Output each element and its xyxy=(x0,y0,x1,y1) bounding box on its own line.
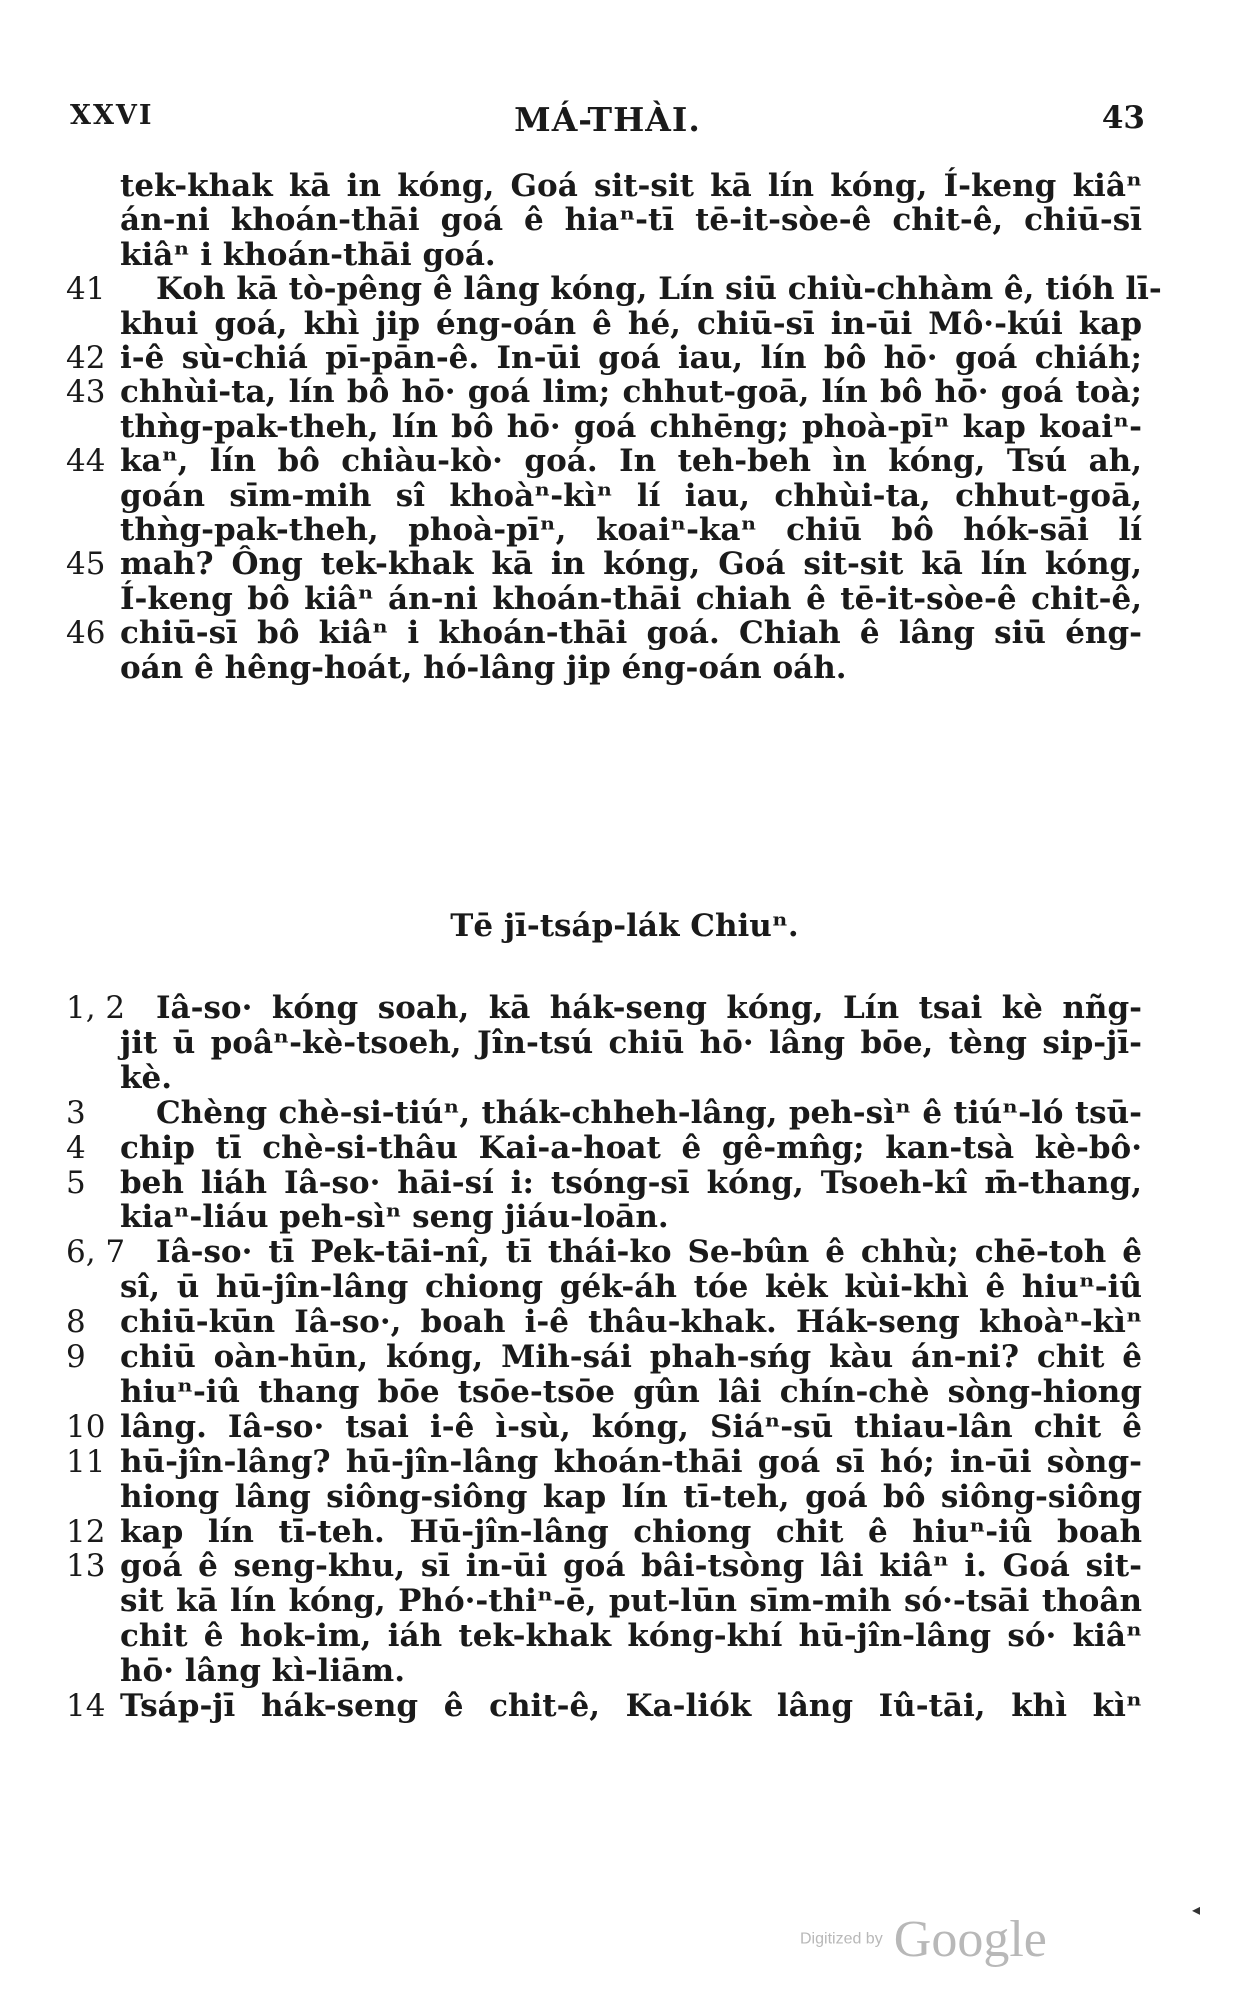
line-text: khui goá, khì jip éng-oán ê hé, chiū-sī in-ūi Mô·-kúi kap xyxy=(120,305,1142,342)
verse-number: 3 xyxy=(66,1094,86,1131)
digitized-watermark xyxy=(800,1910,1047,1969)
verse-number: 41 xyxy=(66,271,106,308)
page-header xyxy=(70,100,1145,148)
text-line xyxy=(0,650,1249,694)
line-text: chiū oàn-hūn, kóng, Mih-sái phah-sńg kàu án-ni? chit ê xyxy=(120,1339,1142,1375)
line-text: Í-keng bô kiâⁿ án-ni khoán-thāi chiah ê tē-it-sòe-ê chit-ê, xyxy=(120,580,1142,617)
verse-number: 43 xyxy=(66,374,106,411)
line-text: thǹg-pak-theh, lín bô hō· goá chhēng; phoà-pīⁿ kap koaiⁿ- xyxy=(120,408,1142,445)
line-text: kiâⁿ i khoán-thāi goá. xyxy=(120,236,496,273)
chapter-number: XXVI xyxy=(70,100,154,131)
verse-number: 5 xyxy=(66,1164,86,1201)
line-text: chiū-sī bô kiâⁿ i khoán-thāi goá. Chiah ê lâng siū éng- xyxy=(120,615,1142,652)
scan-mark-icon: ◂ xyxy=(1192,1900,1201,1919)
google-logo-text: Google xyxy=(893,1911,1047,1968)
line-text: kaⁿ, lín bô chiàu-kò· goá. In teh-beh ìn kóng, Tsú ah, xyxy=(120,443,1142,480)
line-text: án-ni khoán-thāi goá ê hiaⁿ-tī tē-it-sòe-ê chit-ê, chiū-sī xyxy=(120,202,1142,239)
line-text: Iâ-so· tī Pek-tāi-nî, tī thái-ko Se-bûn ê chhù; chē-toh ê xyxy=(156,1234,1142,1271)
line-text: tek-khak kā in kóng, Goá sit-sit kā lín kóng, Í-keng kiâⁿ xyxy=(120,168,1142,204)
verse-number: 14 xyxy=(66,1688,106,1724)
line-text: jit ū poâⁿ-kè-tsoeh, Jîn-tsú chiū hō· lâng bōe, tèng sip-jī- xyxy=(120,1024,1142,1061)
verse-number: 11 xyxy=(66,1443,106,1480)
line-text: Koh kā tò-pêng ê lâng kóng, Lín siū chiù-chhàm ê, tióh lī- xyxy=(156,271,1162,308)
verse-number: 1, 2 xyxy=(66,990,126,1026)
line-text: sit kā lín kóng, Phó·-thiⁿ-ē, put-lūn sīm-mih só·-tsāi thoân xyxy=(120,1583,1142,1620)
line-text: hiuⁿ-iû thang bōe tsōe-tsōe gûn lâi chín-chè sòng-hiong xyxy=(120,1373,1142,1410)
verse-number: 8 xyxy=(66,1304,86,1341)
verse-number: 12 xyxy=(66,1513,106,1550)
verse-number: 42 xyxy=(66,340,106,376)
verse-number: 9 xyxy=(66,1339,86,1375)
line-text: beh liáh Iâ-so· hāi-sí i: tsóng-sī kóng, Tsoeh-kî m̄-thang, xyxy=(120,1164,1142,1201)
line-text: lâng. Iâ-so· tsai i-ê ì-sù, kóng, Siáⁿ-sū thiau-lân chit ê xyxy=(120,1408,1142,1445)
line-text: kiaⁿ-liáu peh-sìⁿ seng jiáu-loān. xyxy=(120,1199,669,1236)
line-text: chip tī chè-si-thâu Kai-a-hoat ê gê-mn̂g; kan-tsà kè-bô· xyxy=(120,1129,1142,1166)
line-text: thǹg-pak-theh, phoà-pīⁿ, koaiⁿ-kaⁿ chiū bô hók-sāi lí xyxy=(120,512,1142,548)
line-text: Tsáp-jī hák-seng ê chit-ê, Ka-liók lâng Iû-tāi, khì kìⁿ xyxy=(120,1688,1142,1724)
verse-number: 4 xyxy=(66,1129,86,1166)
line-text: hū-jîn-lâng? hū-jîn-lâng khoán-thāi goá sī hó; in-ūi sòng- xyxy=(120,1443,1142,1480)
verse-number: 45 xyxy=(66,546,106,583)
page-number: 43 xyxy=(1101,100,1145,136)
book-title: MÁ-THÀI. xyxy=(514,100,701,139)
line-text: Iâ-so· kóng soah, kā hák-seng kóng, Lín tsai kè nñg- xyxy=(156,990,1142,1026)
chapter-heading: Tē jī-tsáp-lák Chiuⁿ. xyxy=(450,908,799,944)
verse-number: 10 xyxy=(66,1408,106,1445)
verse-number: 46 xyxy=(66,615,106,652)
line-text: i-ê sù-chiá pī-pān-ê. In-ūi goá iau, lín bô hō· goá chiáh; xyxy=(120,340,1142,376)
line-text: kè. xyxy=(120,1059,172,1096)
line-text: chiū-kūn Iâ-so·, boah i-ê thâu-khak. Hák-seng khoàⁿ-kìⁿ xyxy=(120,1304,1142,1341)
verse-number: 13 xyxy=(66,1548,106,1585)
verse-number: 44 xyxy=(66,443,106,480)
text-line xyxy=(0,1688,1249,1732)
verse-number: 6, 7 xyxy=(66,1234,126,1271)
line-text: oán ê hêng-hoát, hó-lâng jip éng-oán oáh. xyxy=(120,649,847,686)
line-text: mah? Ông tek-khak kā in kóng, Goá sit-sit kā lín kóng, xyxy=(120,546,1142,583)
watermark-label: Digitized by xyxy=(800,1930,883,1948)
line-text: kap lín tī-teh. Hū-jîn-lâng chiong chit ê hiuⁿ-iû boah xyxy=(120,1513,1142,1550)
line-text: Chèng chè-si-tiúⁿ, thák-chheh-lâng, peh-sìⁿ ê tiúⁿ-ló tsū- xyxy=(156,1094,1142,1131)
line-text: hō· lâng kì-liām. xyxy=(120,1653,406,1690)
line-text: goán sīm-mih sî khoàⁿ-kìⁿ lí iau, chhùi-ta, chhut-goā, xyxy=(120,477,1142,514)
line-text: chit ê hok-im, iáh tek-khak kóng-khí hū-jîn-lâng só· kiâⁿ xyxy=(120,1618,1142,1655)
line-text: hiong lâng siông-siông kap lín tī-teh, goá bô siông-siông xyxy=(120,1478,1142,1515)
line-text: sî, ū hū-jîn-lâng chiong gék-áh tóe kėk kùi-khì ê hiuⁿ-iû xyxy=(120,1269,1142,1306)
line-text: goá ê seng-khu, sī in-ūi goá bâi-tsòng lâi kiâⁿ i. Goá sit- xyxy=(120,1548,1142,1585)
line-text: chhùi-ta, lín bô hō· goá lim; chhut-goā, lín bô hō· goá toà; xyxy=(120,374,1142,411)
